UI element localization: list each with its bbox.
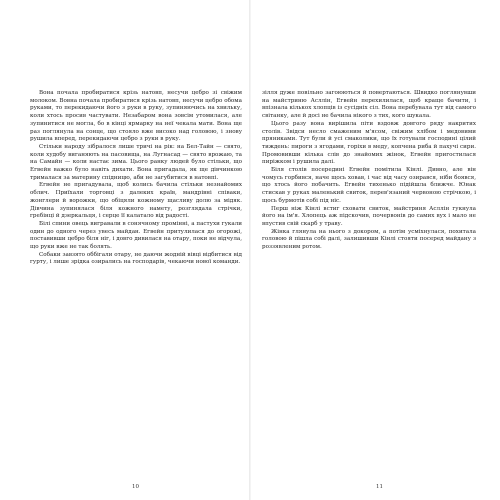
paragraph: Стільки народу зібралося лише тричі на рік: на Бел-Тайн — свято, коли худобу виганяють на пасовища, на Лугнасад — свято врожаю, та на Самайн — коли настає зима. Цього ранку людей було стільки, що Егвейн важко було навіть дихати. Вона пригадала, як ще дівчинкою трималася за материну спідницю, аби не загубитися в натовпі.	[30, 143, 242, 181]
page-number: 10	[132, 484, 139, 490]
right-page	[250, 0, 500, 500]
paragraph: Жінка глянула на нього з докором, а потім усміхнулася, похитала головою й пішла собі далі, залишивши Кінлі стояти посеред майдану з роззявленим ротом.	[262, 228, 476, 251]
paragraph: Егвейн не пригадувала, щоб колись бачила стільки незнайомих облич. Приїхали торговці з далеких країв, мандрівні співаки, жонглери й ворожки, що обіцяли кожному щасливу долю за мідяк. Дівчина зупинялася біля кожного намету, розглядала стрічки, гребінці й дзеркальця, і серце її калатало від радості.	[30, 182, 242, 220]
paragraph: зілля дуже повільно загоюються й повертаються. Швидко поглянувши на майстриню Асллін, Егвейн перехилилася, щоб краще бачити, і впізнала кількох хлопців із сусідніх сіл. Вона перебувала тут від самого світанку, але й досі не бачила нікого з тих, кого шукала.	[262, 90, 476, 120]
page-number: 11	[376, 484, 383, 490]
paragraph: Собаки завзято оббігали отару, не даючи жодній вівці відбитися від гурту, і лише зрідка озирались на господарів, чекаючи нової команди.	[30, 251, 242, 266]
paragraph: Перш ніж Кінлі встиг сховати свиток, майстриня Асллін гукнула його на ім'я. Хлопець аж підскочив, почервонів до самих вух і мало не впустив свій скарб у траву.	[262, 205, 476, 227]
paragraph: Білі спини овець вигравали в сонячному промінні, а пастухи гукали один до одного через увесь майдан. Егвейн притулилася до огорожі, поставивши цебро біля ніг, і довго дивилася на отару, поки не відчула, що руки вже не так болять.	[30, 220, 242, 251]
paragraph: Біля столів посередині Егвейн помітила Кінлі. Дивно, але він чомусь горбився, наче щось ховав, і час від часу озирався, ніби боявся, що хтось його побачить. Егвейн тихенько підійшла ближче. Юнак стискав у руках маленький свиток, перев'язаний червоною стрічкою, і щось бурмотів собі під ніс.	[262, 167, 476, 204]
paragraph: Цього разу вона вирішила піти вздовж довгого ряду накритих столів. Звідси несло смаженим м'ясом, свіжим хлібом і медовими пряниками. Тут були й усі смаколики, що їх готували господині цілий тиждень: пироги з ягодами, горіхи в меду, копчена риба й пахучі сири. Промовивши кілька слів до знайомих жінок, Егвейн пригостилася пиріжком і рушила далі.	[262, 120, 476, 166]
right-page-text	[262, 90, 476, 252]
paragraph: Вона почала пробиратися крізь натовп, несучи цебро зі свіжим молоком. Вовна почала пробиратися крізь натовп, несучи цебро обома руками, то перекидаючи його з руки в руку, зупиняючись на хвильку, коли хтось просив частувати. Незабаром вона зовсім утомилася, але зупинитися не могла, бо в кінці ярмарку на неї чекала мати. Вона ще раз поглянула на сонце, що стояло вже високо над головою, і знову рушила вперед, перекидаючи цебро з руки в руку.	[30, 90, 242, 143]
left-page-text	[30, 90, 242, 267]
